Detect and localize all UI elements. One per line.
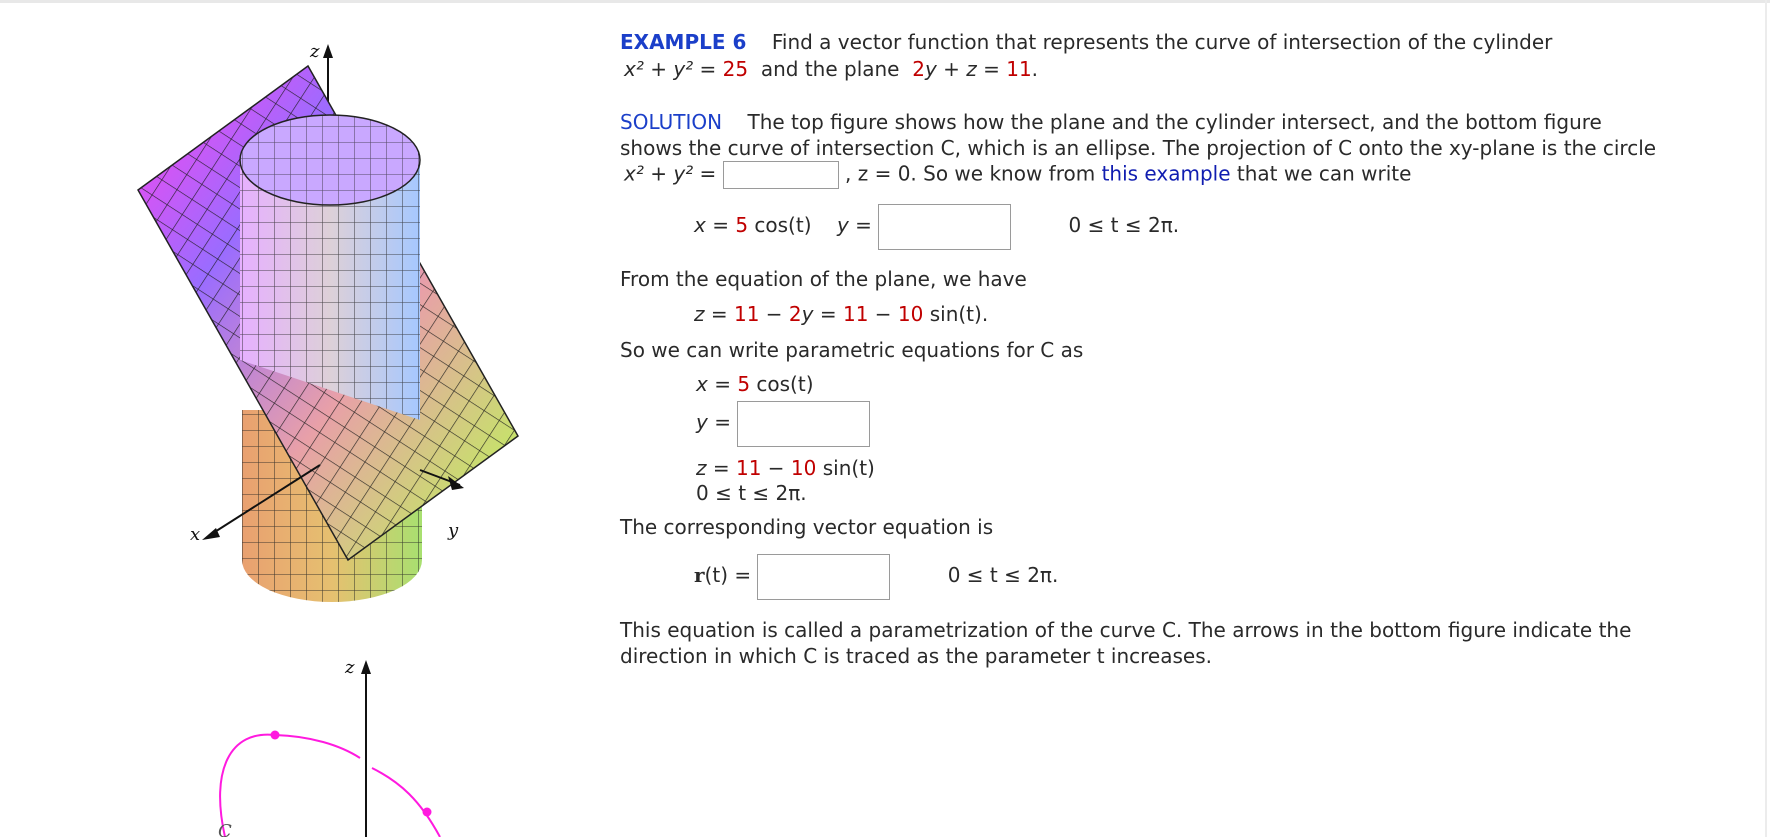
z-line-b: 10 [790, 456, 817, 480]
figure-plane-cylinder [130, 30, 600, 610]
r-vector-label: r [694, 563, 705, 587]
plane-eq-rest: y + z = [924, 57, 1000, 81]
solution-circle-line [624, 161, 1411, 189]
circle-lhs: x² + y² = [624, 161, 717, 186]
z-axis-arrowhead [323, 44, 333, 58]
figure-curve-c [190, 650, 490, 837]
t-range-text: 0 ≤ t ≤ 2π. [696, 481, 807, 505]
z-axis-label-bottom: z [345, 657, 355, 678]
y-param-input-top[interactable] [878, 204, 1011, 250]
vector-equation-line [694, 552, 1058, 600]
z-line-prefix: z = [696, 456, 730, 480]
solution-line-1 [620, 110, 1602, 134]
z-axis-label: z [310, 41, 320, 62]
z-eq-c: 11 [842, 302, 869, 326]
example-equations-line [624, 57, 1038, 81]
top-divider [0, 0, 1770, 3]
plane-eq-end: . [1031, 57, 1039, 81]
circle-radius-input[interactable] [723, 161, 839, 189]
z-eq-d: 10 [897, 302, 924, 326]
curve-c-label: C [218, 821, 232, 837]
closing-line-2 [620, 644, 1212, 668]
y-param-input-bottom[interactable] [737, 401, 870, 447]
x-line-func: cos(t) [756, 372, 814, 396]
plane-intro-line [620, 267, 1027, 291]
y-axis-label: y [448, 520, 459, 541]
param-intro-line [620, 338, 1083, 362]
r-vector-rest: (t) = [704, 563, 752, 587]
r-range-text: 0 ≤ t ≤ 2π. [947, 563, 1059, 587]
z-eq-y: y = [801, 302, 837, 326]
z-eq-minus2: − [874, 302, 892, 326]
cylinder-eq-value: 25 [722, 57, 749, 81]
param-y-prefix: y = [836, 213, 872, 237]
and-plane-text: and the plane [760, 57, 900, 81]
param-x-prefix: x = [694, 213, 729, 237]
z-line-a: 11 [735, 456, 762, 480]
r-vector-input[interactable] [757, 554, 890, 600]
z-equation-line [694, 302, 988, 326]
curve-c-right-arc [372, 768, 440, 837]
x-line-coef: 5 [737, 372, 751, 396]
t-range-line [696, 481, 807, 505]
example-prompt-line [620, 30, 1552, 54]
solution-label: SOLUTION [620, 110, 723, 134]
closing-text-1: This equation is called a parametrization of the curve C. The arrows in the bottom figure indicate the [620, 618, 1632, 642]
solution-text-1: The top figure shows how the plane and the cylinder intersect, and the bottom figure [747, 110, 1602, 134]
example-label: EXAMPLE 6 [620, 30, 747, 54]
example-prompt: Find a vector function that represents the curve of intersection of the cylinder [771, 30, 1553, 54]
cylinder-eq-lhs: x² + y² = [624, 57, 717, 81]
right-divider [1765, 0, 1767, 837]
y-param-line [696, 399, 870, 447]
z-line-minus: − [767, 456, 785, 480]
cylinder-top-rim-grid [240, 115, 420, 205]
z-eq-sin: sin(t). [929, 302, 989, 326]
curve-c-left-arc [220, 735, 360, 837]
param-x-func: cos(t) [754, 213, 812, 237]
z-eq-b: 2 [788, 302, 802, 326]
x-line-prefix: x = [696, 372, 731, 396]
z-eq-lhs: z = [694, 302, 728, 326]
closing-text-2: direction in which C is traced as the parameter t increases. [620, 644, 1212, 668]
x-param-line [696, 372, 814, 396]
curve-c-point-right [423, 808, 432, 817]
param-intro-text: So we can write parametric equations for C as [620, 338, 1084, 362]
z-axis-arrowhead-bottom [361, 660, 371, 674]
plane-coef-y: 2 [912, 57, 925, 81]
circle-after-text: , z = 0. So we know from [845, 161, 1096, 186]
plane-eq-value: 11 [1006, 57, 1032, 81]
z-eq-minus1: − [765, 302, 783, 326]
param-xy-line [694, 202, 1179, 250]
x-axis-label: x [190, 524, 201, 545]
solution-text-2: shows the curve of intersection C, which is an ellipse. The projection of C onto the xy-plane is the circle [620, 136, 1657, 160]
vector-intro-text: The corresponding vector equation is [620, 515, 994, 539]
closing-line-1 [620, 618, 1631, 642]
param-x-coef: 5 [735, 213, 749, 237]
circle-end-text: that we can write [1236, 161, 1412, 186]
curve-c-point-top [271, 731, 280, 740]
y-line-prefix: y = [696, 410, 731, 434]
this-example-link[interactable]: this example [1101, 161, 1231, 186]
solution-line-2 [620, 136, 1656, 160]
param-range-top: 0 ≤ t ≤ 2π. [1068, 213, 1180, 237]
plane-intro-text: From the equation of the plane, we have [620, 267, 1027, 291]
z-line-func: sin(t) [822, 456, 875, 480]
z-param-line [696, 456, 875, 480]
vector-intro-line [620, 515, 993, 539]
z-eq-a: 11 [733, 302, 760, 326]
